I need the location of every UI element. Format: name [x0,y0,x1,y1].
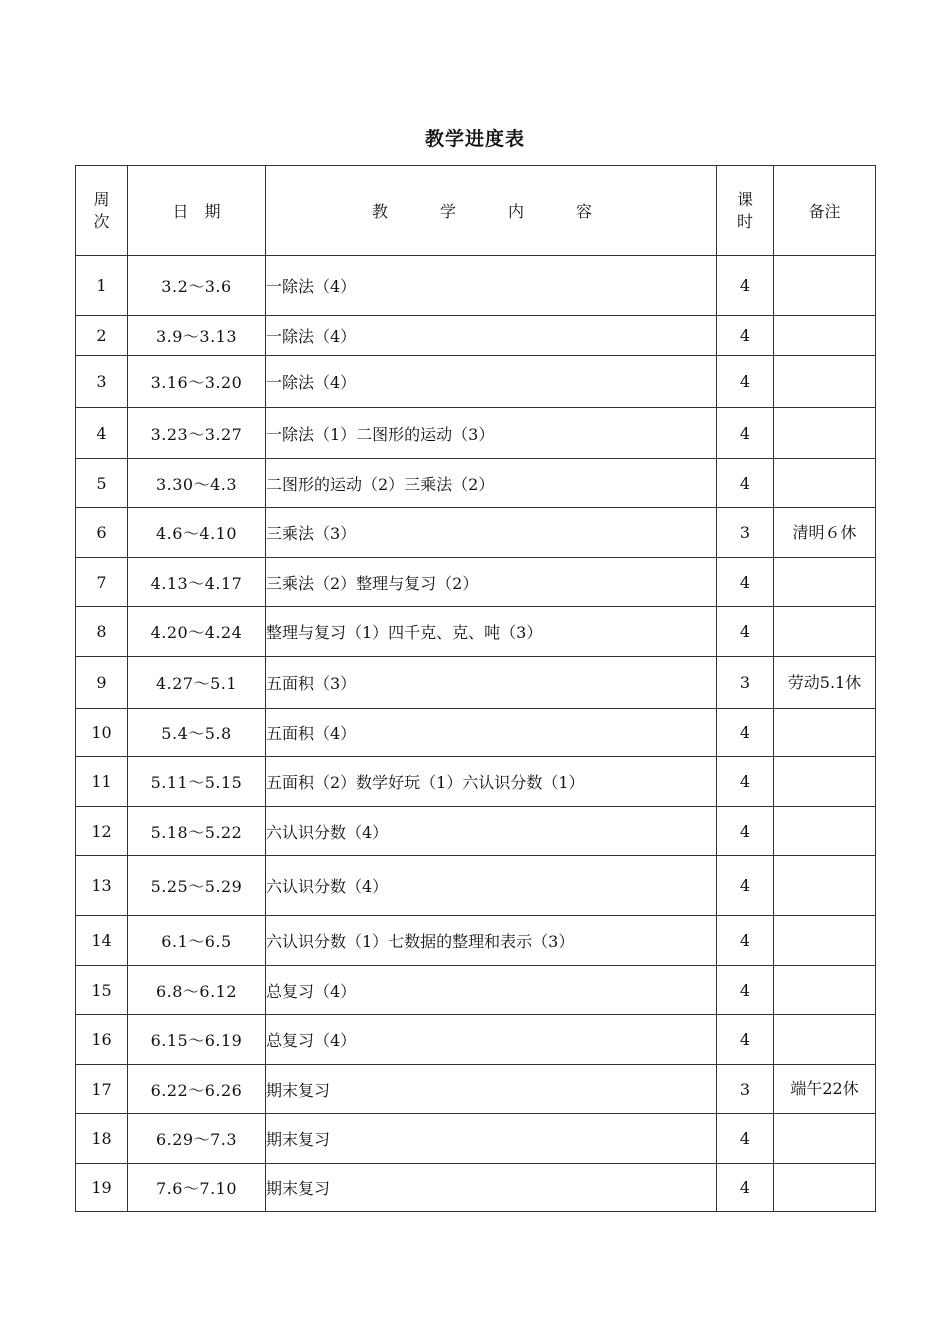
date-cell: 5.18～5.22 [128,807,266,856]
content-cell: 三乘法（2）整理与复习（2） [266,558,717,607]
date-cell: 3.23～3.27 [128,408,266,459]
week-cell: 3 [76,356,128,408]
content-cell: 五面积（4） [266,709,717,757]
hours-cell: 4 [717,459,774,508]
date-cell: 3.9～3.13 [128,316,266,356]
content-cell: 整理与复习（1）四千克、克、吨（3） [266,607,717,657]
date-cell: 3.2～3.6 [128,256,266,316]
table-row [76,657,876,709]
content-cell: 六认识分数（4） [266,807,717,856]
hours-cell: 4 [717,558,774,607]
date-cell: 7.6～7.10 [128,1164,266,1212]
hours-cell: 3 [717,508,774,558]
table-row [76,356,876,408]
remark-cell [774,1114,876,1164]
table-row [76,807,876,856]
content-cell: 六认识分数（1）七数据的整理和表示（3） [266,916,717,966]
date-cell: 5.25～5.29 [128,856,266,916]
week-cell: 18 [76,1114,128,1164]
hours-cell: 4 [717,356,774,408]
remark-cell: 劳动5.1休 [774,657,876,709]
hours-cell: 3 [717,1065,774,1114]
table-row [76,1164,876,1212]
header-content [266,166,717,256]
hours-cell: 4 [717,607,774,657]
week-cell: 15 [76,966,128,1015]
content-cell: 一除法（4） [266,316,717,356]
date-cell: 6.8～6.12 [128,966,266,1015]
header-hours-line2: 时 [736,211,753,231]
remark-cell [774,408,876,459]
header-remark: 备注 [774,166,876,256]
hours-cell: 4 [717,256,774,316]
remark-cell [774,709,876,757]
week-cell: 9 [76,657,128,709]
hours-cell: 4 [717,1164,774,1212]
remark-cell [774,1015,876,1065]
content-cell: 二图形的运动（2）三乘法（2） [266,459,717,508]
hours-cell: 4 [717,1015,774,1065]
hours-cell: 4 [717,709,774,757]
hours-cell: 4 [717,757,774,807]
hours-cell: 4 [717,916,774,966]
header-hours [717,166,774,256]
remark-cell [774,316,876,356]
date-cell: 5.4～5.8 [128,709,266,757]
remark-cell [774,1164,876,1212]
table-row [76,757,876,807]
table-row [76,966,876,1015]
hours-cell: 4 [717,807,774,856]
content-cell: 一除法（4） [266,356,717,408]
date-cell: 4.6～4.10 [128,508,266,558]
date-cell: 4.20～4.24 [128,607,266,657]
content-cell: 期末复习 [266,1114,717,1164]
content-cell: 六认识分数（4） [266,856,717,916]
week-cell: 14 [76,916,128,966]
table-row [76,508,876,558]
content-cell: 五面积（2）数学好玩（1）六认识分数（1） [266,757,717,807]
table-row [76,459,876,508]
week-cell: 19 [76,1164,128,1212]
table-row [76,709,876,757]
week-cell: 13 [76,856,128,916]
content-cell: 期末复习 [266,1164,717,1212]
table-row [76,558,876,607]
header-week-line2: 次 [93,211,110,231]
week-cell: 1 [76,256,128,316]
page-title: 教学进度表 [424,128,525,150]
date-cell: 6.15～6.19 [128,1015,266,1065]
date-cell: 6.1～6.5 [128,916,266,966]
hours-cell: 4 [717,966,774,1015]
table-row [76,256,876,316]
hours-cell: 4 [717,408,774,459]
remark-cell [774,459,876,508]
remark-cell [774,356,876,408]
content-cell: 五面积（3） [266,657,717,709]
header-content-label: 教 学 内 容 [371,202,610,221]
week-cell: 6 [76,508,128,558]
table-header [76,166,876,256]
content-cell: 总复习（4） [266,966,717,1015]
remark-cell [774,856,876,916]
content-cell: 三乘法（3） [266,508,717,558]
content-cell: 总复习（4） [266,1015,717,1065]
content-cell: 一除法（1）二图形的运动（3） [266,408,717,459]
hours-cell: 4 [717,856,774,916]
header-row [76,166,876,256]
week-cell: 16 [76,1015,128,1065]
remark-cell [774,256,876,316]
week-cell: 5 [76,459,128,508]
week-cell: 12 [76,807,128,856]
table-row [76,1114,876,1164]
header-week-line1: 周 [93,189,110,209]
week-cell: 8 [76,607,128,657]
table-row [76,1015,876,1065]
schedule-table [75,165,876,1212]
remark-cell: 端午22休 [774,1065,876,1114]
table-body [76,256,876,1212]
hours-cell: 3 [717,657,774,709]
date-cell: 6.29～7.3 [128,1114,266,1164]
date-cell: 4.13～4.17 [128,558,266,607]
remark-cell [774,966,876,1015]
table-row [76,607,876,657]
table-row [76,408,876,459]
header-date: 日 期 [128,166,266,256]
table-row [76,316,876,356]
week-cell: 17 [76,1065,128,1114]
table-row [76,856,876,916]
remark-cell [774,757,876,807]
date-cell: 4.27～5.1 [128,657,266,709]
remark-cell [774,607,876,657]
hours-cell: 4 [717,316,774,356]
remark-cell: 清明６休 [774,508,876,558]
remark-cell [774,558,876,607]
remark-cell [774,916,876,966]
content-cell: 一除法（4） [266,256,717,316]
date-cell: 6.22～6.26 [128,1065,266,1114]
week-cell: 7 [76,558,128,607]
content-cell: 期末复习 [266,1065,717,1114]
week-cell: 4 [76,408,128,459]
date-cell: 3.16～3.20 [128,356,266,408]
table-row [76,1065,876,1114]
week-cell: 11 [76,757,128,807]
hours-cell: 4 [717,1114,774,1164]
date-cell: 3.30～4.3 [128,459,266,508]
remark-cell [774,807,876,856]
week-cell: 2 [76,316,128,356]
header-week [76,166,128,256]
week-cell: 10 [76,709,128,757]
header-hours-line1: 课 [736,189,753,209]
date-cell: 5.11～5.15 [128,757,266,807]
table-row [76,916,876,966]
